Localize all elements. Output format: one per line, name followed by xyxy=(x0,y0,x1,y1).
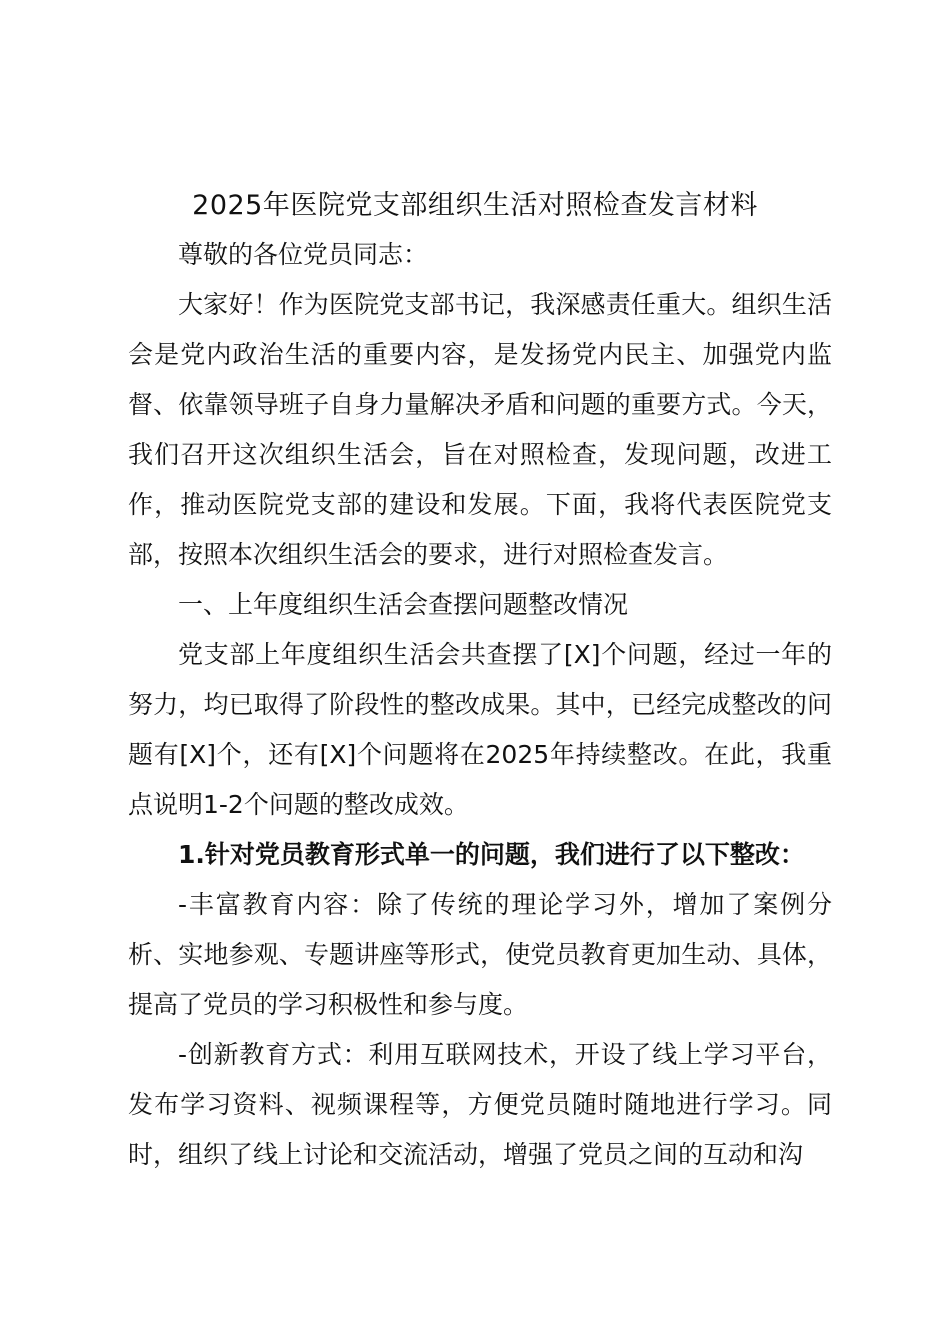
section-heading: 一、上年度组织生活会查摆问题整改情况 xyxy=(178,590,629,619)
list-item-innovate-method: -创新教育方式：利用互联网技术，开设了线上学习平台，发布学习资料、视频课程等，方便党员随时随地进行学习。同时，组织了线上讨论和交流活动，增强了党员之间的互动和沟 xyxy=(128,1040,832,1169)
intro-paragraph: 大家好！作为医院党支部书记，我深感责任重大。组织生活会是党内政治生活的重要内容，是发扬党内民主、加强党内监督、依靠领导班子自身力量解决矛盾和问题的重要方式。今天，我们召开这次组织生活会，旨在对照检查，发现问题，改进工作，推动医院党支部的建设和发展。下面，我将代表医院党支部，按照本次组织生活会的要求，进行对照检查发言。 xyxy=(128,290,832,569)
rectification-summary-paragraph: 党支部上年度组织生活会共查摆了[X]个问题，经过一年的努力，均已取得了阶段性的整改成果。其中，已经完成整改的问题有[X]个，还有[X]个问题将在2025年持续整改。在此，我重点说明1-2个问题的整改成效。 xyxy=(128,640,832,819)
list-item-enrich-content: -丰富教育内容：除了传统的理论学习外，增加了案例分析、实地参观、专题讲座等形式，使党员教育更加生动、具体，提高了党员的学习积极性和参与度。 xyxy=(128,890,832,1019)
document-title: 2025年医院党支部组织生活对照检查发言材料 xyxy=(192,190,758,221)
subheading-item-1: 1.针对党员教育形式单一的问题，我们进行了以下整改： xyxy=(178,840,805,869)
salutation: 尊敬的各位党员同志： xyxy=(178,240,429,269)
